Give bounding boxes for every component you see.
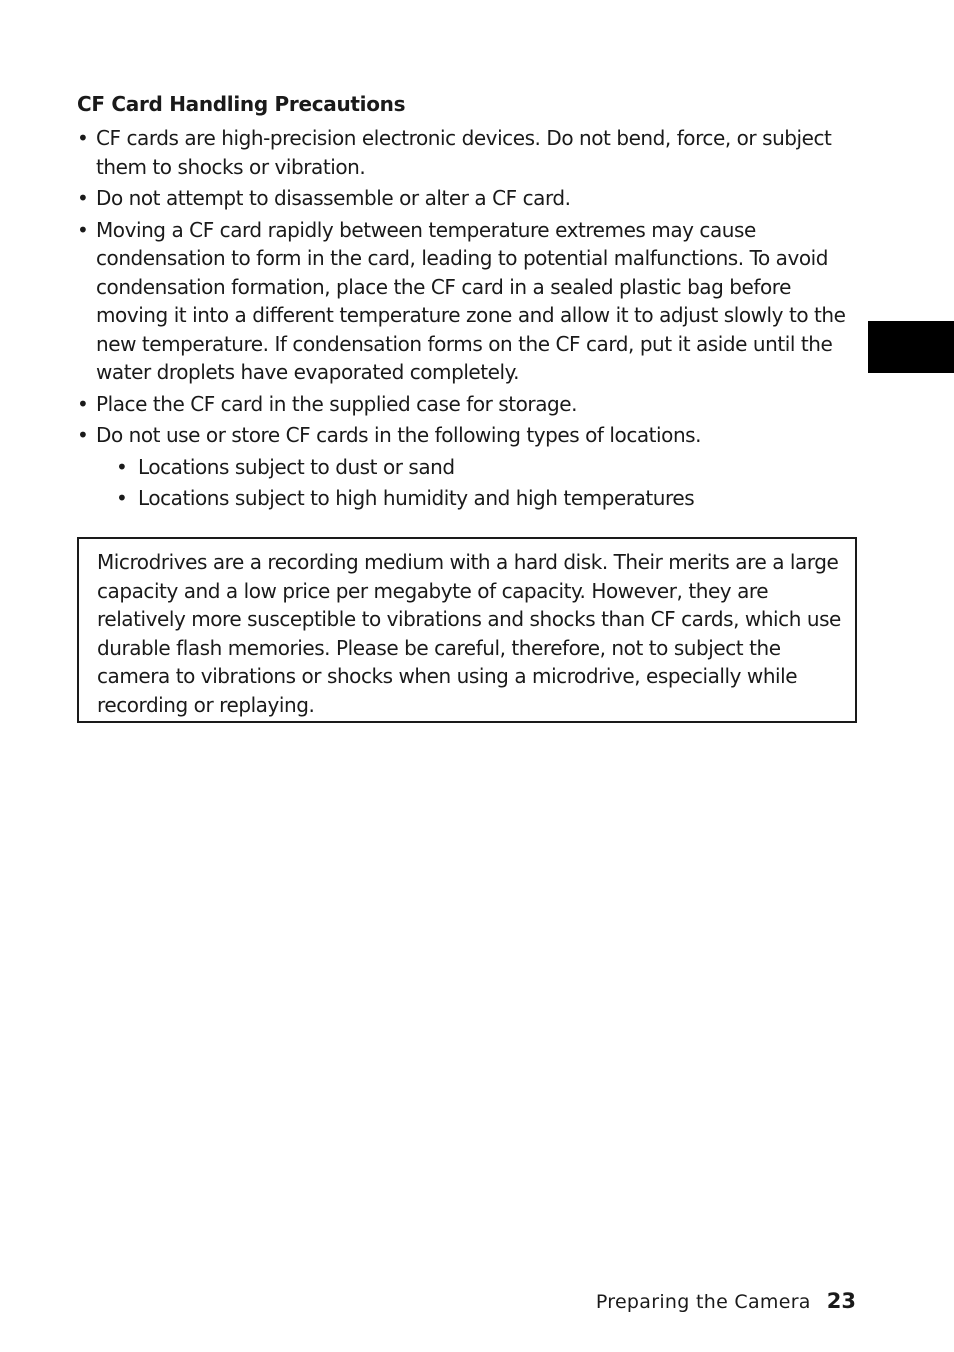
footer-section-title: Preparing the Camera [595, 1291, 811, 1313]
page-number: 23 [826, 1289, 856, 1313]
list-item: • CF cards are high-precision electronic devices. Do not bend, force, or subject them to shocks or vibration. [77, 124, 857, 181]
list-item: • Moving a CF card rapidly between temperature extremes may cause condensation to form in the card, leading to potential malfunctions. To avoid condensation formation, place the CF card in a sealed plastic bag before moving it into a different temperature zone and allow it to adjust slowly to the new temperature. If condensation forms on the CF card, put it aside until the water droplets have evaporated completely. [77, 216, 857, 387]
precautions-list [77, 124, 857, 516]
section-heading: CF Card Handling Precautions [77, 92, 406, 116]
list-item: • Do not attempt to disassemble or alter a CF card. [77, 184, 857, 213]
sub-list-item: • Locations subject to dust or sand [96, 453, 857, 482]
locations-sublist [96, 453, 857, 513]
note-text: Microdrives are a recording medium with a hard disk. Their merits are a large capacity and a low price per megabyte of capacity. However, they are relatively more susceptible to vibrations and shocks than CF cards, which use durable flash memories. Please be careful, therefore, not to subject the camera to vibrations or shocks when using a microdrive, especially while recording or replaying. [97, 550, 841, 717]
list-item-with-sublist [77, 421, 857, 513]
microdrive-note-box [77, 537, 857, 723]
list-item-text: Do not use or store CF cards in the following types of locations. [96, 423, 702, 447]
page-footer [596, 1289, 856, 1313]
sub-list-item: • Locations subject to high humidity and high temperatures [96, 484, 857, 513]
chapter-tab-marker [868, 321, 954, 373]
list-item: • Place the CF card in the supplied case for storage. [77, 390, 857, 419]
